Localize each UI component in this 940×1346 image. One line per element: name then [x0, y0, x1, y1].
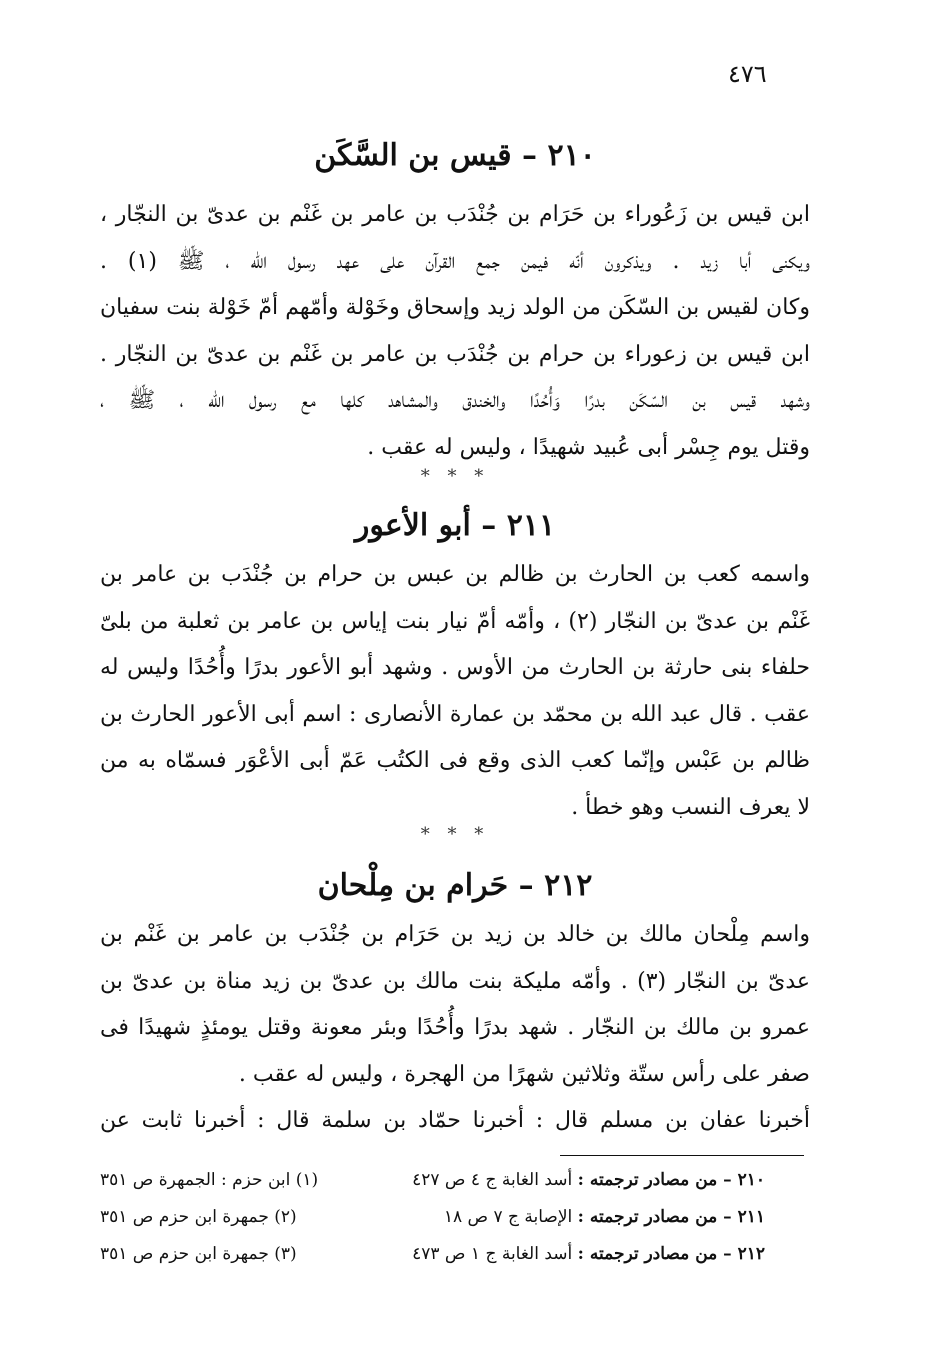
- text-line: واسم مِلْحان مالك بن خالد بن زيد بن حَرَام بن جُنْدَب بن عامر بن غَنْم بن: [100, 922, 810, 947]
- text-line: ابن قيس بن زَعُوراء بن حَرَام بن جُنْدَب بن عامر بن غَنْم بن عدىّ بن النجّار ،: [100, 202, 810, 227]
- footnote-divider: [560, 1155, 804, 1156]
- footnote-label: ٢١٢ – من مصادر ترجمته :: [577, 1244, 765, 1264]
- entry-title: ٢١١ – أبو الأعور: [354, 508, 556, 543]
- footnote-source: أسد الغابة ج ١ ص ٤٧٣: [412, 1244, 573, 1264]
- entry-title: ٢١٠ – قيس بن السَّكَن: [314, 138, 596, 173]
- footnote-source: أسد الغابة ج ٤ ص ٤٢٧: [412, 1170, 573, 1190]
- section-separator: * * *: [420, 824, 490, 845]
- text-line: وكان لقيس بن السّكَن من الولد زيد وإسحاق وخَوْلة وأمّهم أمّ خَوْلة بنت سفيان: [100, 295, 810, 320]
- page-number: ٤٧٦: [728, 60, 767, 88]
- text-line: واسمه كعب بن الحارث بن ظالم بن عبس بن حرام بن جُنْدَب بن عامر بن: [100, 562, 810, 587]
- entry-body: [100, 552, 810, 831]
- text-line: ظالم بن عَبْس وإنّما كعب الذى وقع فى الكتُب عَمّ أبى الأعْوَر فسمّاه به من: [100, 748, 810, 773]
- footnote-note: (١) ابن حزم : الجمهرة ص ٣٥١: [100, 1170, 319, 1190]
- entry-body: [100, 192, 810, 471]
- text-line: عقب . قال عبد الله بن محمّد بن عمارة الأنصارى : اسم أبى الأعور الحارث بن: [100, 701, 810, 727]
- entry-body: [100, 912, 810, 1145]
- footnote-note: (٢) جمهرة ابن حزم ص ٣٥١: [100, 1207, 297, 1227]
- footnote-source: الإصابة ج ٧ ص ١٨: [443, 1207, 573, 1227]
- footnote-label: ٢١٠ – من مصادر ترجمته :: [577, 1170, 765, 1190]
- text-line: ويكنى أبا زيد . ويذكرون أنّه فيمن جمع القرآن على عهد رسول الله ، ﷺ (١) .: [100, 248, 810, 274]
- text-line: عدىّ بن النجّار (٣) . وأمّه مليكة بنت مالك بن عدىّ بن زيد مناة بن عدىّ بن: [100, 968, 810, 994]
- footnote-row: [100, 1162, 765, 1199]
- text-line: عمرو بن مالك بن النجّار . شهد بدرًا وأُحُدًا وبئر معونة وقتل يومئذٍ شهيدًا فى: [100, 1015, 810, 1040]
- footnote-note: (٣) جمهرة ابن حزم ص ٣٥١: [100, 1244, 297, 1264]
- text-line: ابن قيس بن زعوراء بن حرام بن جُنْدَب بن عامر بن غَنْم بن عدىّ بن النجّار .: [100, 341, 810, 367]
- text-line: غَنْم بن عدىّ بن النجّار (٢) ، وأمّه أمّ نيار بنت إياس بن عامر بن ثعلبة من بلىّ: [100, 608, 810, 634]
- text-line: حلفاء بنى حارثة بن الحارث من الأوس . وشهد أبو الأعور بدرًا وأُحُدًا وليس له: [100, 655, 810, 680]
- text-line: صفر على رأس ستّة وثلاثين شهرًا من الهجرة ، وليس له عقب .: [238, 1061, 810, 1087]
- section-separator: * * *: [420, 466, 490, 487]
- footnote-row: [100, 1199, 765, 1236]
- text-line: وشهد قيس بن السّكَن بدرًا وَأُحُدًا والخندق والمشاهد كلها مع رسول الله ، ﷺ ،: [100, 388, 810, 413]
- text-line: وقتل يوم جِسْر أبى عُبيد شهيدًا ، وليس له عقب .: [367, 434, 810, 460]
- text-line: أخبرنا عفان بن مسلم قال : أخبرنا حمّاد بن سلمة قال : أخبرنا ثابت عن: [100, 1108, 810, 1133]
- footnote-row: [100, 1236, 765, 1273]
- entry-title: ٢١٢ – حَرام بن مِلْحان: [317, 868, 593, 903]
- footnotes: [100, 1162, 765, 1273]
- text-line: لا يعرف النسب وهو خطأ .: [571, 794, 810, 820]
- footnote-label: ٢١١ – من مصادر ترجمته :: [577, 1207, 765, 1227]
